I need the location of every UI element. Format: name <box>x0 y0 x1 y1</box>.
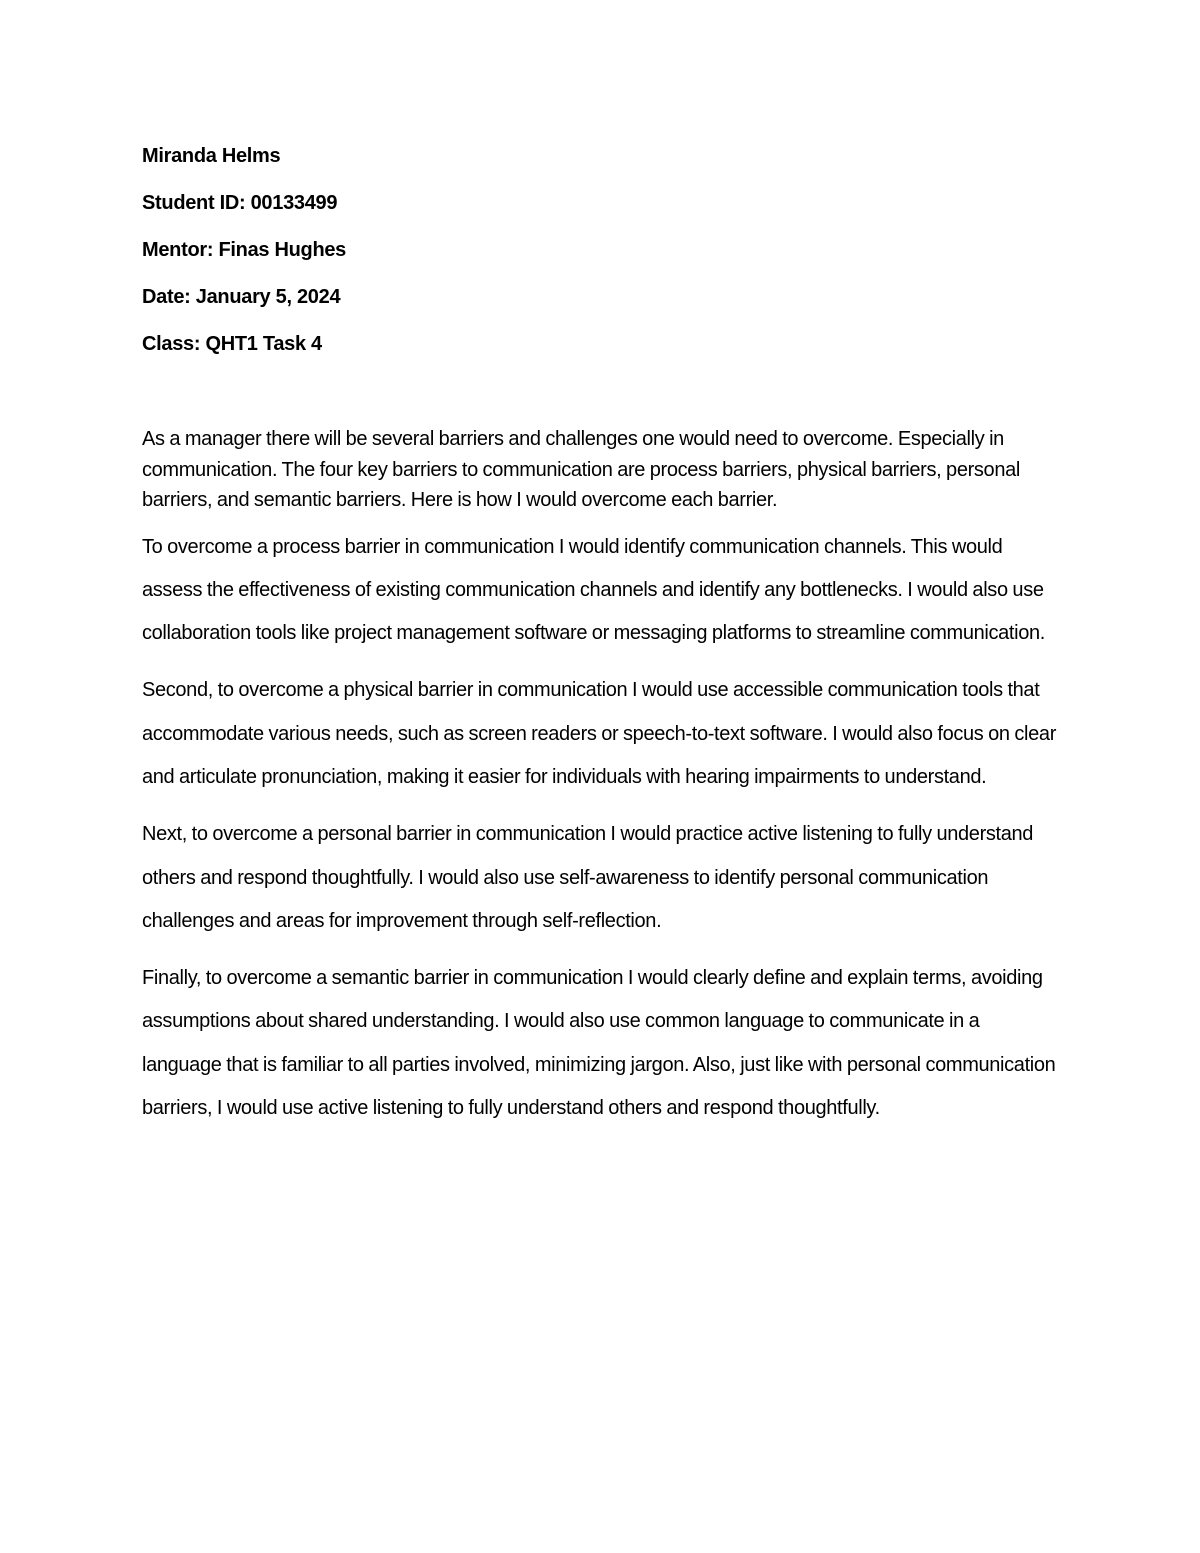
mentor-name: Mentor: Finas Hughes <box>142 239 347 261</box>
student-id: Student ID: 00133499 <box>142 192 338 214</box>
class-name: Class: QHT1 Task 4 <box>142 333 322 355</box>
student-name: Miranda Helms <box>142 145 281 167</box>
submission-date: Date: January 5, 2024 <box>142 286 341 308</box>
personal-barrier-paragraph: Next, to overcome a personal barrier in communication I would practice active listening to fully understand others and respond thoughtfully. I would also use self-awareness to identify personal communication challenges and areas for improvement through self-reflection. <box>142 823 1034 932</box>
physical-barrier-paragraph: Second, to overcome a physical barrier in communication I would use accessible communication tools that accommodate various needs, such as screen readers or speech-to-text software. I would also focus on clear and articulate pronunciation, making it easier for individuals with hearing impairments to understand. <box>142 679 1057 788</box>
document-body <box>142 424 1062 1144</box>
semantic-barrier-paragraph: Finally, to overcome a semantic barrier in communication I would clearly define and explain terms, avoiding assumptions about shared understanding. I would also use common language to communicate in a language that is familiar to all parties involved, minimizing jargon. Also, just like with personal communication barriers, I would use active listening to fully understand others and respond thoughtfully. <box>142 967 1056 1120</box>
intro-paragraph: As a manager there will be several barriers and challenges one would need to overcome. Especially in communication. The four key barriers to communication are process barriers, physical barriers, personal barriers, and semantic barriers. Here is how I would overcome each barrier. <box>142 428 1020 511</box>
document-header <box>142 141 1042 376</box>
process-barrier-paragraph: To overcome a process barrier in communication I would identify communication channels. This would assess the effectiveness of existing communication channels and identify any bottlenecks. I would also use collaboration tools like project management software or messaging platforms to streamline communication. <box>142 535 1045 645</box>
